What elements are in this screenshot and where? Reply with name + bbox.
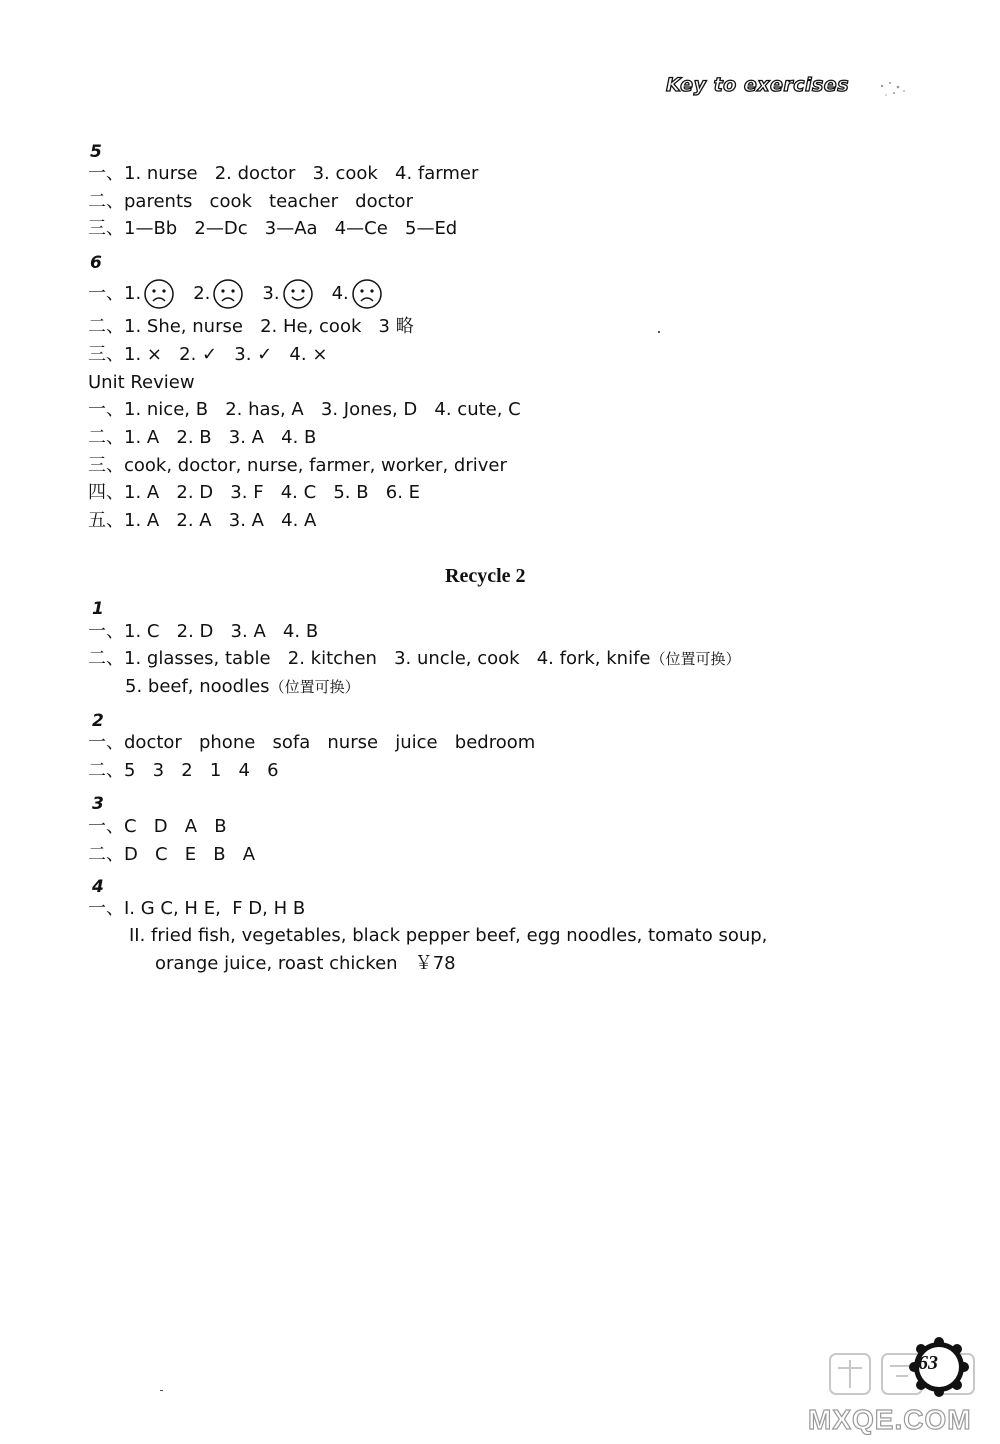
answer-line: 三、cook, doctor, nurse, farmer, worker, driver xyxy=(88,455,507,476)
answer-line: 二、5 3 2 1 4 6 xyxy=(88,760,279,781)
answer-line: 一、doctor phone sofa nurse juice bedroom xyxy=(88,732,536,753)
answer-line: 二、D C E B A xyxy=(88,844,256,865)
answer-line: 一、C D A B xyxy=(88,816,227,837)
answer-line: II. fried fish, vegetables, black pepper beef, egg noodles, tomato soup, xyxy=(129,925,768,946)
answer-line: 五、1. A 2. A 3. A 4. A xyxy=(88,510,317,531)
answer-line: 二、parents cook teacher doctor xyxy=(88,191,413,212)
section-number: 5 xyxy=(90,142,102,162)
answer-line: orange juice, roast chicken ￥78 xyxy=(155,953,456,974)
answer-text: 2. xyxy=(193,283,211,304)
answer-line: 一、1. C 2. D 3. A 4. B xyxy=(88,621,319,642)
section-number: 2 xyxy=(92,711,104,731)
answer-line: 一、1. nurse 2. doctor 3. cook 4. farmer xyxy=(88,163,479,184)
answer-line: 二、1. She, nurse 2. He, cook 3 略 xyxy=(88,316,414,337)
answer-line: 二、1. A 2. B 3. A 4. B xyxy=(88,427,317,448)
section-number: 6 xyxy=(90,253,102,273)
answer-text: 一、1. xyxy=(88,283,142,304)
faces-answer-line xyxy=(88,278,387,310)
page-number: 63 xyxy=(918,1352,938,1374)
sad-face-icon xyxy=(212,278,244,310)
answer-line: 四、1. A 2. D 3. F 4. C 5. B 6. E xyxy=(88,482,421,503)
answer-line: 一、1. nice, B 2. has, A 3. Jones, D 4. cute, C xyxy=(88,399,521,420)
page-header-title: Key to exercises xyxy=(666,74,849,96)
answer-text: 二、1. glasses, table 2. kitchen 3. uncle, cook 4. fork, knife xyxy=(88,648,651,669)
section-heading: Unit Review xyxy=(88,372,195,393)
sad-face-icon xyxy=(351,278,383,310)
answer-line: 三、1. × 2. ✓ 3. ✓ 4. × xyxy=(88,344,328,365)
section-number: 4 xyxy=(92,877,104,897)
sad-face-icon xyxy=(143,278,175,310)
decorative-dots-icon xyxy=(876,78,916,102)
watermark-text: MXQE.COM xyxy=(808,1404,972,1435)
answer-line-with-note xyxy=(88,647,741,671)
answer-line-with-note xyxy=(125,675,360,699)
section-number: 1 xyxy=(92,599,104,619)
note-text: （位置可换） xyxy=(650,650,741,668)
speck xyxy=(160,1390,163,1391)
recycle-title: Recycle 2 xyxy=(445,565,526,587)
answer-line: 一、I. G C, H E, F D, H B xyxy=(88,898,306,919)
happy-face-icon xyxy=(282,278,314,310)
answer-text: 3. xyxy=(262,283,280,304)
answer-text: 4. xyxy=(331,283,349,304)
section-number: 3 xyxy=(92,794,104,814)
note-text: （位置可换） xyxy=(269,678,360,696)
answer-line: 三、1—Bb 2—Dc 3—Aa 4—Ce 5—Ed xyxy=(88,218,458,239)
speck xyxy=(658,331,660,333)
answer-text: 5. beef, noodles xyxy=(125,676,270,697)
